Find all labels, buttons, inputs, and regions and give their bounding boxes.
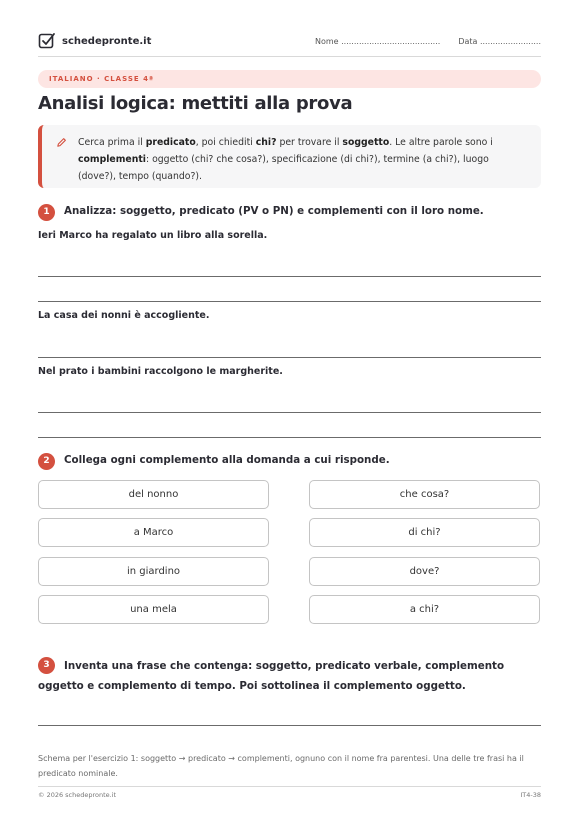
- page-header: [38, 30, 541, 52]
- exercise-1-number: 1: [38, 204, 55, 221]
- hint-text-3: per trovare il: [276, 137, 343, 148]
- question-box-right[interactable]: a chi?: [309, 595, 540, 624]
- footer-copyright: © 2026 schedepronte.it: [38, 791, 117, 799]
- page-title: Analisi logica: mettiti alla prova: [38, 93, 353, 114]
- hint-text-2: , poi chiediti: [195, 137, 256, 148]
- hint-bold-complementi: complementi: [78, 154, 146, 165]
- answer-line[interactable]: [38, 412, 541, 413]
- question-box-right[interactable]: di chi?: [309, 518, 540, 547]
- complement-box-left[interactable]: una mela: [38, 595, 269, 624]
- exercise-1-title: Analizza: soggetto, predicato (PV o PN) e complementi con il loro nome.: [64, 205, 484, 217]
- hint-bold-soggetto: soggetto: [342, 137, 390, 148]
- answer-line[interactable]: [38, 437, 541, 438]
- hint-text-5: : oggetto (chi? che cosa?), specificazione (di chi?), termine (a chi?), luogo (dove?), tempo (quando?).: [78, 154, 489, 182]
- answer-line[interactable]: [38, 357, 541, 358]
- exercise-2-number: 2: [38, 453, 55, 470]
- exercise-3-number: 3: [38, 657, 55, 674]
- hint-bold-chi: chi?: [255, 137, 277, 148]
- pencil-icon: [56, 137, 67, 148]
- hint-text-1: Cerca prima il: [78, 137, 146, 148]
- footer-code: IT4-38: [520, 791, 541, 799]
- date-field: Data ........................: [458, 36, 541, 46]
- schema-note: Schema per l'esercizio 1: soggetto → predicato → complementi, ognuno con il nome fra parentesi. Una delle tre frasi ha il predicato nominale.: [38, 754, 524, 778]
- complement-box-left[interactable]: del nonno: [38, 480, 269, 509]
- question-box-right[interactable]: che cosa?: [309, 480, 540, 509]
- exercise-3-title: Inventa una frase che contenga: soggetto, predicato verbale, complemento oggetto e complemento di tempo. Poi sottolinea il complemento oggetto.: [38, 660, 505, 692]
- subject-badge: ITALIANO · CLASSE 4ª: [38, 70, 541, 88]
- answer-line[interactable]: [38, 301, 541, 302]
- question-box-right[interactable]: dove?: [309, 557, 540, 586]
- hint-box: [38, 125, 541, 188]
- answer-line[interactable]: [38, 725, 541, 726]
- site-name: schedepronte.it: [62, 35, 152, 47]
- complement-box-left[interactable]: in giardino: [38, 557, 269, 586]
- footer-divider: [38, 786, 541, 787]
- answer-line[interactable]: [38, 276, 541, 277]
- name-field: Nome .......................................: [315, 36, 441, 46]
- header-divider: [38, 56, 541, 57]
- sentence-1: Ieri Marco ha regalato un libro alla sorella.: [38, 230, 268, 241]
- sentence-3: Nel prato i bambini raccolgono le margherite.: [38, 366, 283, 377]
- hint-text-4: . Le altre parole sono i: [389, 137, 493, 148]
- checkbox-logo-icon: [38, 32, 56, 50]
- sentence-2: La casa dei nonni è accogliente.: [38, 310, 210, 321]
- exercise-2-title: Collega ogni complemento alla domanda a cui risponde.: [64, 454, 390, 466]
- hint-bold-predicato: predicato: [145, 137, 196, 148]
- complement-box-left[interactable]: a Marco: [38, 518, 269, 547]
